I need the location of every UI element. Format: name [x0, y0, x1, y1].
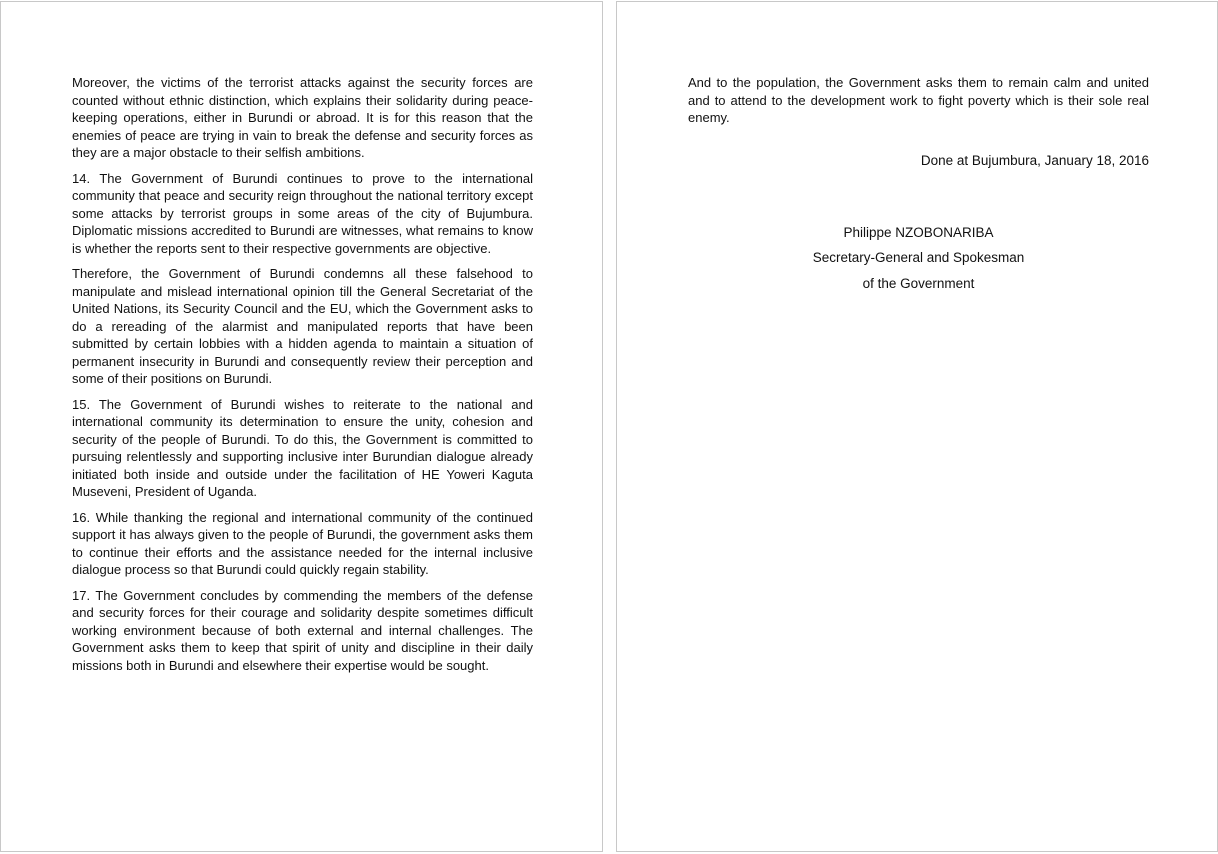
page-body — [72, 74, 533, 682]
document-page-left — [0, 1, 603, 852]
paragraph-17: 17. The Government concludes by commending the members of the defense and security forces for their courage and solidarity despite sometimes difficult working environment because of both external and internal challenges. The Government asks them to keep that spirit of unity and discipline in their daily missions both in Burundi and elsewhere their expertise would be sought. — [72, 587, 533, 673]
paragraph-16: 16. While thanking the regional and international community of the continued support it has always given to the people of Burundi, the government asks them to continue their efforts and the assistance needed for the internal inclusive dialogue process so that Burundi could quickly regain stability. — [72, 509, 533, 577]
signatory-title: Secretary-General and Spokesman — [812, 250, 1025, 265]
signatory-name: Philippe NZOBONARIBA — [843, 224, 994, 240]
paragraph-14: 14. The Government of Burundi continues to prove to the international community that peace and security reign throughout the national territory except some attacks by terrorist groups in some areas of the city of Bujumbura. Diplomatic missions accredited to Burundi are witnesses, what remains to know is whether the reports sent to their respective governments are objective. — [72, 170, 533, 256]
page-body — [688, 74, 1149, 296]
paragraph: Moreover, the victims of the terrorist attacks against the security forces are counted without ethnic distinction, which explains their solidarity during peace-keeping operations, either in Burundi or abroad. It is for this reason that the enemies of peace are trying in vain to break the defense and security forces as they are a major obstacle to their selfish ambitions. — [72, 75, 533, 160]
document-page-right — [616, 1, 1218, 852]
place-date-line: Done at Bujumbura, January 18, 2016 — [920, 152, 1149, 168]
paragraph-population: And to the population, the Government asks them to remain calm and united and to attend to the development work to fight poverty which is their sole real enemy. — [688, 75, 1149, 125]
signatory-title-continued: of the Government — [862, 275, 975, 291]
paragraph-15: 15. The Government of Burundi wishes to reiterate to the national and international community its determination to ensure the unity, cohesion and security of the people of Burundi. To do this, the Government is committed to pursuing relentlessly and supporting inclusive inter Burundian dialogue already initiated both inside and outside under the facilitation of HE Yoweri Kaguta Museveni, President of Uganda. — [72, 396, 533, 499]
signature-block — [688, 220, 1149, 297]
paragraph: Therefore, the Government of Burundi condemns all these falsehood to manipulate and mislead international opinion till the General Secretariat of the United Nations, its Security Council and the EU, which the Government asks to do a rereading of the alarmist and manipulated reports that have been submitted by certain lobbies with a hidden agenda to maintain a situation of permanent insecurity in Burundi and consequently review their perception and some of their positions on Burundi. — [72, 266, 533, 386]
